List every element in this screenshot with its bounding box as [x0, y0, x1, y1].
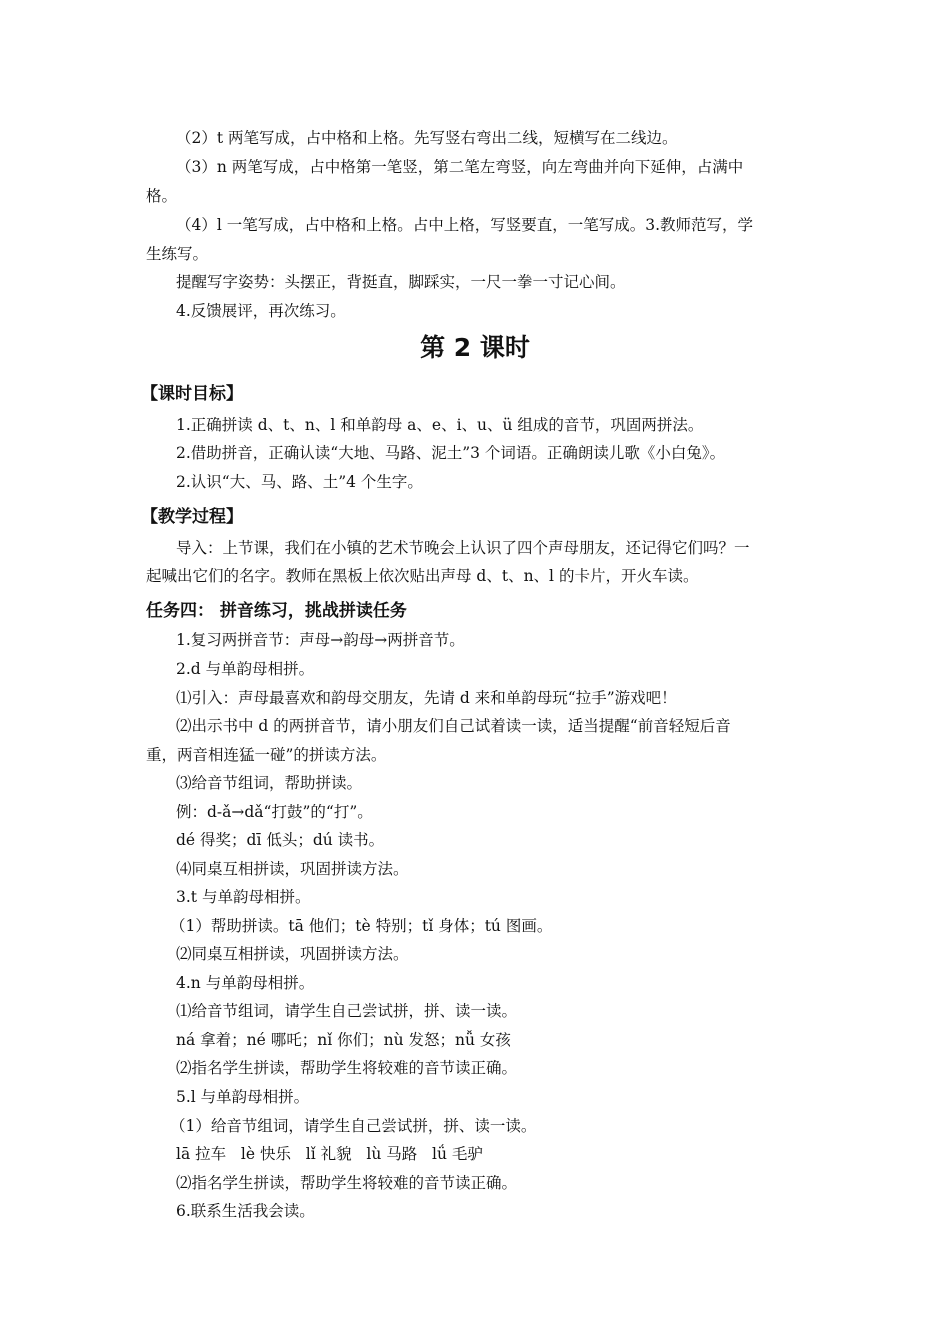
text-line: （2）t 两笔写成，占中格和上格。先写竖右弯出二线，短横写在二线边。: [176, 129, 678, 147]
task-line: ⑵指名学生拼读，帮助学生将较难的音节读正确。: [176, 1174, 518, 1192]
task-line: dé 得奖；dī 低头；dú 读书。: [176, 831, 385, 849]
text-line: 格。: [146, 187, 178, 205]
goal-item: 1.正确拼读 d、t、n、l 和单韵母 a、e、i、u、ü 组成的音节，巩固两拼法。: [176, 416, 704, 434]
task-line: ⑴引入：声母最喜欢和韵母交朋友，先请 d 来和单韵母玩“拉手”游戏吧！: [176, 689, 677, 707]
task-line: 1.复习两拼音节：声母→韵母→两拼音节。: [176, 631, 465, 649]
task-line: 6.联系生活我会读。: [176, 1202, 315, 1220]
text-line: （4）l 一笔写成，占中格和上格。占中上格，写竖要直，一笔写成。3.教师范写，学: [176, 216, 754, 234]
task-line: （1）给音节组词，请学生自己尝试拼，拼、读一读。: [170, 1117, 537, 1135]
text-line: 生练写。: [146, 245, 209, 263]
text-line: 导入：上节课，我们在小镇的艺术节晚会上认识了四个声母朋友，还记得它们吗？一: [176, 539, 750, 557]
text-line: 提醒写字姿势：头摆正，背挺直，脚踩实，一尺一拳一寸记心间。: [176, 273, 626, 291]
task-line: 例：d-ǎ→dǎ“打鼓”的“打”。: [176, 803, 373, 821]
task-line: ⑵同桌互相拼读，巩固拼读方法。: [176, 945, 409, 963]
task-line: （1）帮助拼读。tā 他们；tè 特别；tǐ 身体；tú 图画。: [170, 917, 553, 935]
task-line: ⑵指名学生拼读，帮助学生将较难的音节读正确。: [176, 1059, 518, 1077]
section-heading-process: 【教学过程】: [141, 507, 243, 527]
task-line: ⑷同桌互相拼读，巩固拼读方法。: [176, 860, 409, 878]
task-line: ⑵出示书中 d 的两拼音节，请小朋友们自己试着读一读，适当提醒“前音轻短后音: [176, 717, 731, 735]
goal-item: 2.认识“大、马、路、土”4 个生字。: [176, 473, 423, 491]
task-line: ⑴给音节组词，请学生自己尝试拼，拼、读一读。: [176, 1002, 518, 1020]
section-heading-goals: 【课时目标】: [141, 384, 243, 404]
task-line: ná 拿着；né 哪吒；nǐ 你们；nù 发怒；nǚ 女孩: [176, 1031, 511, 1049]
task-line: ⑶给音节组词，帮助拼读。: [176, 774, 363, 792]
text-line: 4.反馈展评，再次练习。: [176, 302, 346, 320]
task-line: lā 拉车 lè 快乐 lǐ 礼貌 lù 马路 lǘ 毛驴: [176, 1145, 483, 1163]
task-line: 4.n 与单韵母相拼。: [176, 974, 315, 992]
task-line: 2.d 与单韵母相拼。: [176, 660, 315, 678]
text-line: （3）n 两笔写成，占中格第一笔竖，第二笔左弯竖，向左弯曲并向下延伸，占满中: [176, 158, 744, 176]
lesson-title: 第 2 课时: [420, 333, 530, 362]
task-heading: 任务四： 拼音练习，挑战拼读任务: [146, 601, 407, 621]
text-line: 起喊出它们的名字。教师在黑板上依次贴出声母 d、t、n、l 的卡片，开火车读。: [146, 567, 699, 585]
task-line: 3.t 与单韵母相拼。: [176, 888, 311, 906]
task-line: 重，两音相连猛一碰”的拼读方法。: [146, 746, 387, 764]
goal-item: 2.借助拼音，正确认读“大地、马路、泥土”3 个词语。正确朗读儿歌《小白兔》。: [176, 444, 726, 462]
task-line: 5.l 与单韵母相拼。: [176, 1088, 310, 1106]
